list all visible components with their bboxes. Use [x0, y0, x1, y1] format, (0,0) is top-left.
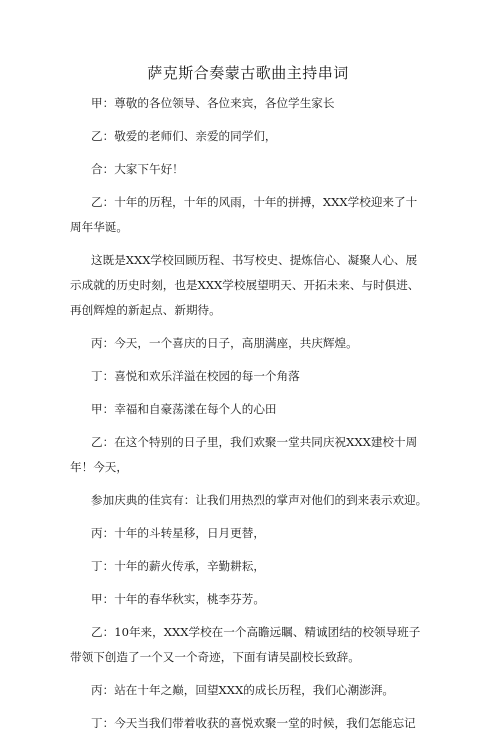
- paragraph: [70, 521, 430, 546]
- paragraph-line: 乙：敬爱的老师们、亲爱的同学们，: [91, 129, 277, 143]
- paragraph: [70, 190, 430, 240]
- paragraph: [70, 620, 430, 670]
- paragraph-line: 甲：幸福和自豪荡漾在每个人的心田: [91, 402, 277, 416]
- paragraph: [70, 91, 430, 116]
- paragraph: [70, 587, 430, 612]
- paragraph: [70, 124, 430, 149]
- paragraph-line: 丙：十年的斗转星移，日月更替，: [91, 526, 265, 540]
- paragraph-line: 参加庆典的佳宾有：让我们用热烈的掌声对他们的到来表示欢迎。: [91, 493, 428, 507]
- paragraph-line: 乙：在这个特别的日子里，我们欢聚一堂共同庆祝XXX建校十周: [91, 435, 418, 449]
- paragraph: [70, 364, 430, 389]
- paragraph-line: 乙：十年的历程，十年的风雨，十年的拼搏，XXX学校迎来了十: [91, 195, 418, 209]
- paragraph-line: 丙：今天，一个喜庆的日子，高朋满座，共庆辉煌。: [91, 336, 358, 350]
- paragraph-line: 丁：十年的薪火传承，辛勤耕耘，: [91, 559, 265, 573]
- paragraph-line: 丁：今天当我们带着收获的喜悦欢聚一堂的时候，我们怎能忘记: [91, 716, 416, 730]
- paragraph-line: 乙：10年来，XXX学校在一个高瞻远瞩、精诚团结的校领导班子: [91, 625, 421, 639]
- paragraph-line: 示成就的历史时刻，也是XXX学校展望明天、开拓未来、与时俱进、: [70, 278, 420, 292]
- paragraph-line: 甲：尊敬的各位领导、各位来宾，各位学生家长: [91, 96, 335, 110]
- paragraph-line: 带领下创造了一个又一个奇迹，下面有请吴副校长致辞。: [70, 650, 360, 664]
- paragraph: [70, 488, 430, 513]
- paragraph-line: 丁：喜悦和欢乐洋溢在校园的每一个角落: [91, 369, 300, 383]
- paragraph: [70, 554, 430, 579]
- paragraph: [70, 430, 430, 480]
- document-title: 萨克斯合奏蒙古歌曲主持串词: [147, 64, 349, 82]
- paragraph-line: 周年华诞。: [70, 220, 128, 234]
- paragraph-line: 这既是XXX学校回顾历程、书写校史、提炼信心、凝聚人心、展: [91, 253, 418, 267]
- paragraph: [70, 678, 430, 703]
- paragraph-line: 丙：站在十年之巅，回望XXX的成长历程，我们心潮澎湃。: [91, 683, 395, 697]
- paragraph-line: 甲：十年的春华秋实，桃李芬芳。: [91, 592, 265, 606]
- paragraph-line: 再创辉煌的新起点、新期待。: [70, 303, 221, 317]
- paragraph: [70, 711, 430, 736]
- paragraph-line: 合：大家下午好！: [91, 162, 184, 176]
- paragraph-line: 年！今天，: [70, 460, 128, 474]
- paragraph: [70, 397, 430, 422]
- paragraph: [70, 248, 430, 323]
- paragraph: [70, 157, 430, 182]
- paragraph: [70, 331, 430, 356]
